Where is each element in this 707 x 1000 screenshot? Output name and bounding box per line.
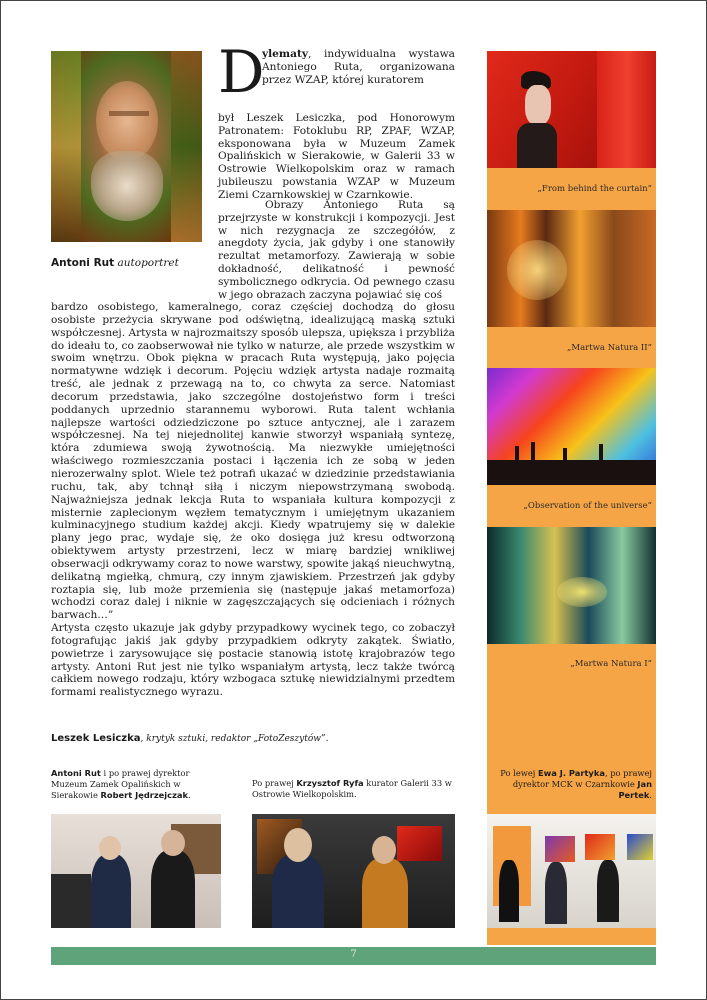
lead-text: , indywidualna wystawa Antoniego Ruta, organizowana przez WZAP, której kuratorem — [262, 48, 455, 86]
caption-left-bold2: Robert Jędrzejczak — [100, 790, 189, 800]
caption-left-text1: i po prawej dyrektor Muzeum Zamek Opalińskich w Sierakowie — [51, 768, 190, 800]
article-body — [51, 301, 455, 699]
caption-left-bold1: Antoni Rut — [51, 768, 101, 778]
caption-right-bold1: Ewa J. Partyka — [537, 768, 605, 778]
photo-left — [51, 814, 221, 928]
gallery-caption-2: „Martwa Natura II” — [567, 343, 652, 353]
portrait-role: autoportret — [117, 257, 179, 269]
article-body-2: Artysta często ukazuje jak gdyby przypadkowy wycinek tego, co zobaczył fotografując jakiś jak gdyby przypadkiem odkryty zakątek. Światło, powietrze i zarysowujące się postacie stanowią istotę krajobrazów tego artysty. Antoni Rut jest nie tylko wspaniałym artystą, lecz także twórcą całkiem nowego rodzaju, który wzbogaca sztukę niewidzialnymi przedtem formami realistycznego wyrazu. — [51, 622, 455, 699]
page-number: 7 — [350, 949, 357, 960]
article-paragraph-1: był Leszek Lesiczka, pod Honorowym Patronatem: Fotoklubu RP, ZPAF, WZAP, eksponowana była w Muzeum Zamek Opalińskich w Sierakowie, w Galerii 33 w Ostrowie Wielkopolskim oraz w ramach jubileuszu powstania WZAP w Muzeum Ziemi Czarnkowskiej w Czarnkowie. — [218, 112, 455, 201]
gallery-caption-1: „From behind the curtain” — [537, 184, 652, 194]
gallery-image-1 — [487, 51, 656, 168]
portrait-caption — [51, 257, 179, 269]
caption-middle-text1: Po prawej — [252, 778, 297, 788]
photo-middle — [252, 814, 455, 928]
gallery-caption-4: „Martwa Natura I” — [570, 659, 652, 669]
caption-right-text2: , po prawej dyrektor MCK w Czarnkowie — [512, 768, 652, 789]
caption-right-text3: . — [649, 790, 652, 800]
footer-bar — [51, 947, 656, 965]
gallery-image-3 — [487, 368, 656, 485]
caption-right-text1: Po lewej — [500, 768, 538, 778]
drop-cap: D — [218, 38, 265, 106]
caption-photo-right — [487, 768, 652, 801]
caption-photo-middle — [252, 778, 452, 800]
caption-left-text2: . — [188, 790, 191, 800]
author-signature — [51, 733, 328, 744]
author-role: , krytyk sztuki, redaktor „FotoZeszytów”. — [140, 734, 329, 744]
caption-middle-text2: kurator Galerii 33 w Ostrowie Wielkopolskim. — [252, 778, 452, 799]
article-body-1: bardzo osobistego, kameralnego, coraz częściej dochodzą do głosu osobiste przeżycia skrywane pod odświętną, idealizującą maską sztuki współczesnej. Artysta w najrozmaitszy sposób ulepsza, upiększa i przybliża do ideału to, co zaobserwował nie tylko w naturze, ale przede wszystkim w swoim wnętrzu. Obok piękna w pracach Ruta występują, jako pojęcia normatywne wdzięk i decorum. Pojęciu wdzięk artysta nadaje rozmaitą treść, ale jednak z przewagą na to, co chwyta za serce. Natomiast decorum przedstawia, jako szczególne dostojeństwo form i treści poddanych uprzednio starannemu wyborowi. Ruta talent wchłania najlepsze wartości odziedziczone po sztuce antycznej, ale i zarazem współczesnej. Na tej niejednolitej kanwie stworzył wspaniałą syntezę, która zdumiewa swoją żywotnością. Ma niezwykłe umiejętności właściwego rozmieszczania postaci i łączenia ich ze sobą w jeden nierozerwalny splot. Wiele też potrafi ukazać w dziedzinie przedstawiania ruchu, tak, aby tchnął siłą i niczym niepowstrzymaną swobodą. Najważniejsza jednak lekcja Ruta to wspaniała kultura kompozycji z misternie zaplecionym węzłem tematycznym i umiejętnym ukazaniem kulminacyjnego studium każdej akcji. Kiedy wpatrujemy się w dalekie plany jego prac, wydaje się, że oko dosięga już kresu odtworzoną obiektywem artysty przestrzeni, lecz w miarę bardziej wnikliwej obserwacji odkrywamy coraz to nowe warstwy, spowite jakąś nieuchwytną, delikatną mgiełką, chmurą, czy innym zjawiskiem. Przestrzeń jak gdyby roztapia się, lub może przemienia się (następuje jakaś metamorfoza) wchodzi coraz dalej i niknie w zagęszczających się odcieniach i różnych barwach…” — [51, 301, 455, 622]
caption-middle-bold1: Krzysztof Ryfa — [296, 778, 364, 788]
author-name: Leszek Lesiczka — [51, 733, 141, 744]
caption-right-bold2: Jan Pertek — [618, 779, 652, 800]
article-paragraph-2: Obrazy Antoniego Ruta są przejrzyste w konstrukcji i kompozycji. Jest w nich rezygnacja ze szczegółów, z anegdoty życia, jak gdyby i one stanowiły rezultat metamorfozy. Zawierają w sobie dokładność, delikatność i pewność symbolicznego odkrycia. Od pewnego czasu w jego obrazach zaczyna pojawiać się coś — [218, 199, 455, 301]
article-lead — [262, 48, 455, 86]
lead-word: ylematy — [262, 48, 309, 60]
gallery-image-4 — [487, 527, 656, 644]
gallery-caption-3: „Observation of the universe” — [523, 501, 652, 511]
photo-right — [487, 814, 656, 928]
caption-photo-left — [51, 768, 221, 801]
gallery-image-2 — [487, 210, 656, 327]
portrait-name: Antoni Rut — [51, 257, 115, 269]
portrait-photo — [51, 51, 202, 242]
